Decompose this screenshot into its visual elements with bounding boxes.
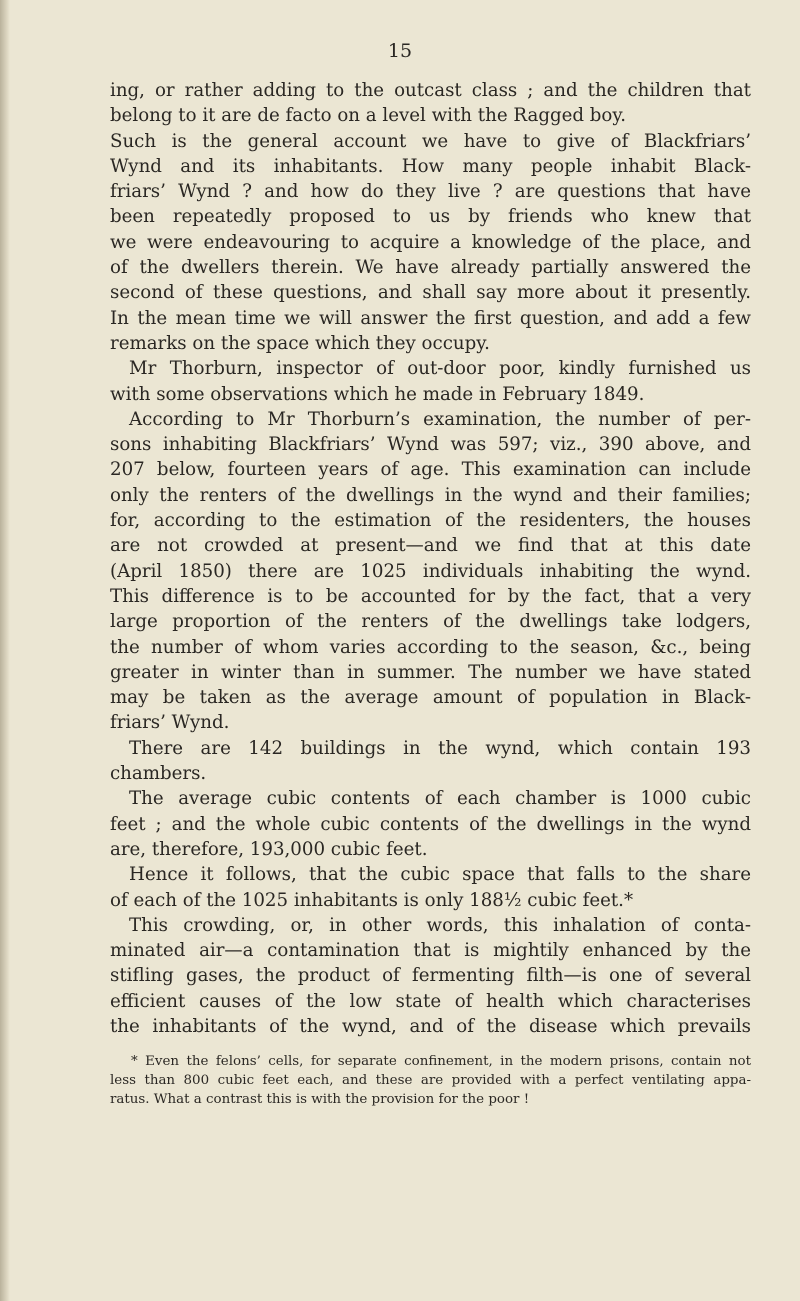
footnote-line: * Even the felons’ cells, for separate confinement, in the modern prisons, contain not <box>131 1054 751 1070</box>
footnote-line: less than 800 cubic feet each, and these are provided with a perfect ventilating appa- <box>110 1073 751 1089</box>
text-line: There are 142 buildings in the wynd, which contain 193 <box>129 737 751 759</box>
text-line: second of these questions, and shall say more about it presently. <box>110 282 751 304</box>
text-line: The average cubic contents of each chamber is 1000 cubic <box>129 788 751 810</box>
text-line: stifling gases, the product of fermenting filth—is one of several <box>110 965 751 987</box>
text-line: According to Mr Thorburn’s examination, the number of per- <box>129 408 751 430</box>
text-line: the number of whom varies according to the season, &c., being <box>110 636 751 658</box>
text-line: Such is the general account we have to give of Blackfriars’ <box>110 130 751 152</box>
text-line: friars’ Wynd. <box>110 712 230 734</box>
text-line: (April 1850) there are 1025 individuals inhabiting the wynd. <box>110 560 751 582</box>
text-line: chambers. <box>110 763 207 785</box>
page-edge <box>0 0 10 1301</box>
text-line: with some observations which he made in February 1849. <box>110 383 645 405</box>
text-line: only the renters of the dwellings in the wynd and their families; <box>110 484 751 506</box>
text-line: Wynd and its inhabitants. How many people inhabit Black- <box>110 155 751 177</box>
text-line: large proportion of the renters of the dwellings take lodgers, <box>110 611 751 633</box>
text-line: efficient causes of the low state of health which characterises <box>110 990 751 1012</box>
text-line: for, according to the estimation of the residenters, the houses <box>110 510 751 532</box>
text-line: are not crowded at present—and we find that at this date <box>110 535 751 557</box>
text-line: greater in winter than in summer. The number we have stated <box>110 661 751 683</box>
footnote-line: ratus. What a contrast this is with the provision for the poor ! <box>110 1091 530 1107</box>
text-line: ing, or rather adding to the outcast class ; and the children that <box>110 80 751 101</box>
footnote <box>110 1053 751 1109</box>
text-line: may be taken as the average amount of population in Black- <box>110 687 751 709</box>
text-line: of each of the 1025 inhabitants is only 188½ cubic feet.* <box>110 889 634 911</box>
text-line: we were endeavouring to acquire a knowledge of the place, and <box>110 231 751 253</box>
text-line: Hence it follows, that the cubic space that falls to the share <box>129 864 751 886</box>
text-line: This difference is to be accounted for by the fact, that a very <box>110 585 751 607</box>
text-line: belong to it are de facto on a level with the Ragged boy. <box>110 105 627 127</box>
text-line: the inhabitants of the wynd, and of the disease which prevails <box>110 1015 751 1037</box>
text-line: been repeatedly proposed to us by friends who knew that <box>110 206 751 228</box>
text-line: are, therefore, 193,000 cubic feet. <box>110 838 428 860</box>
page-number: 15 <box>387 40 413 62</box>
body-text <box>110 78 751 1110</box>
text-line: feet ; and the whole cubic contents of the dwellings in the wynd <box>110 813 751 835</box>
text-line: 207 below, fourteen years of age. This examination can include <box>110 459 751 481</box>
text-line: Mr Thorburn, inspector of out-door poor, kindly furnished us <box>129 358 751 380</box>
footnote-lines <box>110 1053 751 1109</box>
text-line: of the dwellers therein. We have already partially answered the <box>110 257 751 279</box>
text-line: In the mean time we will answer the first question, and add a few <box>110 307 751 329</box>
text-line: sons inhabiting Blackfriars’ Wynd was 597; viz., 390 above, and <box>110 434 751 456</box>
text-line: remarks on the space which they occupy. <box>110 332 490 354</box>
text-line: minated air—a contamination that is mightily enhanced by the <box>110 940 751 962</box>
body-lines <box>110 78 751 1039</box>
text-line: friars’ Wynd ? and how do they live ? are questions that have <box>110 181 751 203</box>
text-line: This crowding, or, in other words, this inhalation of conta- <box>129 914 751 936</box>
